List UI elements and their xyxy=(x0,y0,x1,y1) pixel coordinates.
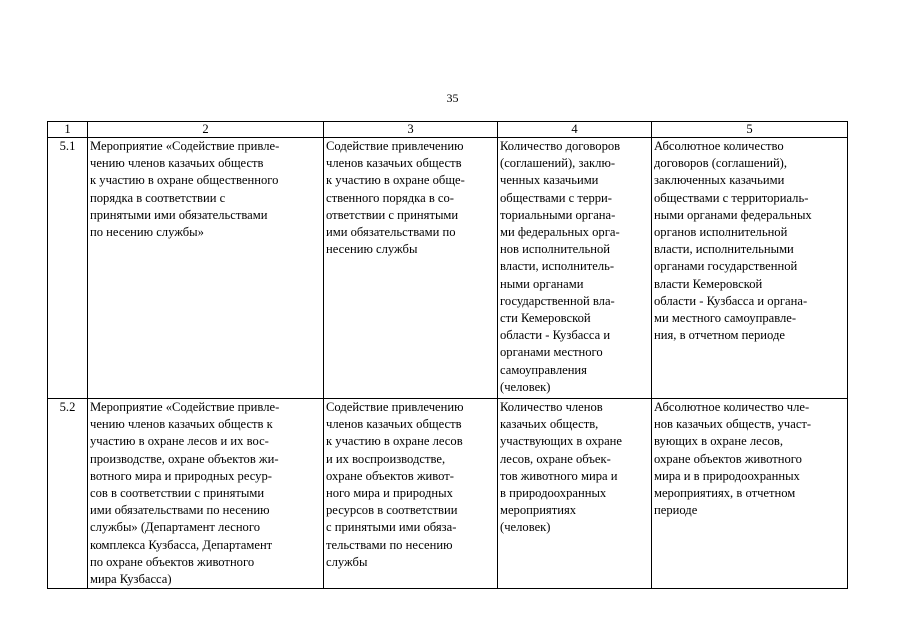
row-number: 5.1 xyxy=(48,138,88,399)
description-text: Содействие привлечению членов казачьих обществ к участию в охране обще- ственного порядка в со- ответствии с принятыми ими обязательствами по несению службы xyxy=(326,139,465,257)
page-number: 35 xyxy=(446,91,459,105)
description-cell xyxy=(324,138,498,399)
method-text: Абсолютное количество договоров (соглашений), заключенных казачьими обществами с территориаль- ными органами федеральных органов исполнительной власти, исполнительными органами государственной власти Кемеровской области - Кузбасса и органа- ми местного самоуправле- ния, в отчетном периоде xyxy=(654,139,812,343)
column-header: 4 xyxy=(498,122,652,138)
indicator-text: Количество договоров (соглашений), заклю- ченных казачьими обществами с терри- ториальными органа- ми федеральных орга- нов исполнительной власти, исполнитель- ными органами государственной вла- сти Кемеровской области - Кузбасса и органами местного самоуправления (человек) xyxy=(500,139,621,394)
column-header: 3 xyxy=(324,122,498,138)
table-row xyxy=(48,399,848,589)
description-cell xyxy=(324,399,498,589)
document-table xyxy=(47,121,848,589)
table-row xyxy=(48,138,848,399)
description-text: Содействие привлечению членов казачьих обществ к участию в охране лесов и их воспроизводстве, охране объектов живот- ного мира и природных ресурсов в соответствии с принятыми ими обяза- тельствами по несению службы xyxy=(326,400,464,569)
method-cell xyxy=(652,138,848,399)
method-cell xyxy=(652,399,848,589)
table-header-row xyxy=(48,122,848,138)
column-header: 2 xyxy=(88,122,324,138)
activity-cell xyxy=(88,399,324,589)
column-header: 5 xyxy=(652,122,848,138)
column-header: 1 xyxy=(48,122,88,138)
method-text: Абсолютное количество чле- нов казачьих обществ, участ- вующих в охране лесов, охране объектов животного мира и в природоохранных мероприятиях, в отчетном периоде xyxy=(654,400,812,518)
indicator-cell xyxy=(498,138,652,399)
indicator-cell xyxy=(498,399,652,589)
activity-text: Мероприятие «Содействие привле- чению членов казачьих обществ к участию в охране лесов и их вос- производстве, охране объектов жи- вотного мира и природных ресур- сов в соответствии с принятыми ими обязательствами по несению службы» (Департамент лесного комплекса Кузбасса, Департамент по охране объектов животного мира Кузбасса) xyxy=(90,400,280,587)
indicator-text: Количество членов казачьих обществ, участвующих в охране лесов, охране объек- тов животного мира и в природоохранных мероприятиях (человек) xyxy=(500,400,623,535)
activity-text: Мероприятие «Содействие привле- чению членов казачьих обществ к участию в охране общественного порядка в соответствии с принятыми ими обязательствами по несению службы» xyxy=(90,139,280,240)
row-number: 5.2 xyxy=(48,399,88,589)
activity-cell xyxy=(88,138,324,399)
